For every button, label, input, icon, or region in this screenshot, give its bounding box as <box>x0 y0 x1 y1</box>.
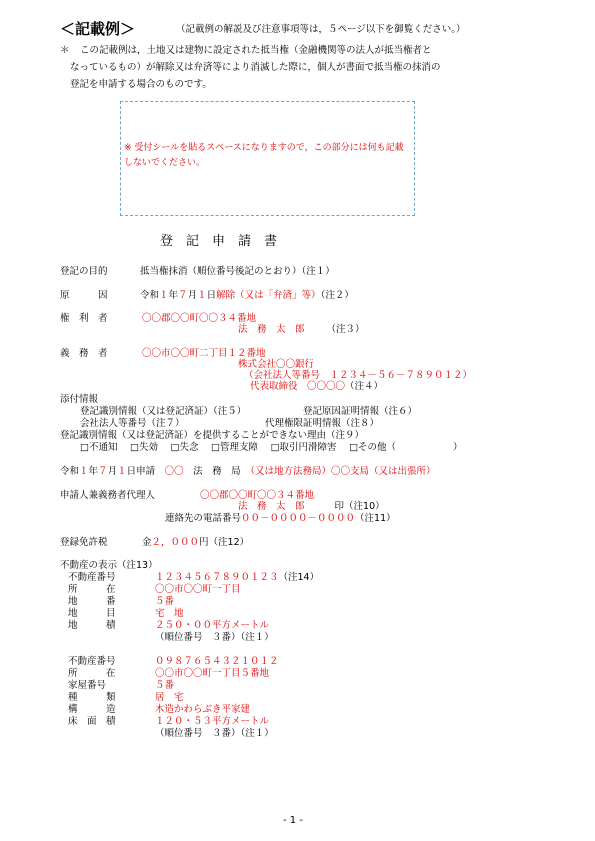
example-heading: ＜記載例＞ <box>60 20 136 38</box>
application-month: ７ <box>98 466 108 477</box>
agent-phone-line <box>165 513 396 525</box>
attachment-item-3: 会社法人等番号（注７） <box>80 418 185 429</box>
application-day: １ <box>117 466 127 477</box>
obligor-note: （注４） <box>345 381 384 392</box>
tax-value <box>142 537 249 549</box>
cause-label: 原 因 <box>60 290 108 301</box>
example-note: （記載例の解説及び注意事項等は，５ページ以下を御覧ください。） <box>176 24 466 35</box>
intro-mark: ＊ <box>60 45 70 56</box>
right-holder-note: （注３） <box>326 324 365 335</box>
cause-day-unit: 日 <box>206 290 217 301</box>
cause-day: １ <box>197 290 207 301</box>
obligor-label: 義 務 者 <box>60 348 108 359</box>
tax-note: （注12） <box>208 537 250 548</box>
right-holder-address: 〇〇郡〇〇町〇〇３４番地 <box>142 313 257 324</box>
tax-amount: ２，０００ <box>151 537 200 548</box>
purpose-label: 登記の目的 <box>60 266 108 277</box>
application-branch: 〇〇支局（又は出張所） <box>330 466 436 477</box>
intro-line-2: なっているもの）が解除又は弁済等により消滅した際に，個人が書面で抵当権の抹消の <box>70 62 441 73</box>
right-holder-label: 権 利 者 <box>60 313 108 324</box>
reason-checkboxes <box>80 442 463 454</box>
agent-note: （注10） <box>344 501 385 512</box>
building-location-label: 所 在 <box>68 668 116 679</box>
application-year: １ <box>79 466 89 477</box>
building-structure-label: 構 造 <box>68 704 116 715</box>
agent-label: 申請人兼義務者代理人 <box>60 490 156 501</box>
land-area-label: 地 積 <box>68 620 116 631</box>
agent-name-line <box>238 501 385 513</box>
agent-phone-label: 連絡先の電話番号 <box>165 513 242 524</box>
building-house: ５番 <box>155 680 175 691</box>
application-bureau-suffix: 法 務 局 <box>193 466 241 477</box>
tax-prefix: 金 <box>142 537 152 548</box>
agent-address: 〇〇郡〇〇町〇〇３４番地 <box>200 490 315 501</box>
land-number-line <box>155 572 319 584</box>
building-kind: 居 宅 <box>155 692 184 703</box>
application-bureau: 〇〇 <box>164 466 184 477</box>
cause-year-unit: 年 <box>168 290 179 301</box>
attachment-item-4: 代理権限証明情報（注８） <box>265 418 380 429</box>
agent-phone-note: （注11） <box>355 513 396 524</box>
application-bureau-alt: （又は地方法務局） <box>250 466 331 477</box>
land-category-label: 地 目 <box>68 608 116 619</box>
sticker-instruction-line-2: しないでください。 <box>124 158 206 168</box>
cause-reason: 解除（又は「弁済」等） <box>216 290 321 301</box>
purpose-value: 抵当権抹消（順位番号後記のとおり）（注１） <box>140 266 335 277</box>
land-category: 宅 地 <box>155 608 184 619</box>
obligor-company: 株式会社〇〇銀行 <box>238 359 315 370</box>
checkbox-option[interactable]: □管理支障 <box>211 442 259 453</box>
cause-month: ７ <box>178 290 188 301</box>
right-holder-name-line <box>238 324 365 336</box>
unable-reason-label: 登記識別情報（又は登記済証）を提供することができない理由（注９） <box>60 430 365 441</box>
building-kind-label: 種 類 <box>68 692 116 703</box>
obligor-corp-number: （会社法人等番号 １２３４－５６－７８９０１２） <box>244 370 473 381</box>
agent-name: 法 務 太 郎 <box>238 501 305 512</box>
building-house-label: 家屋番号 <box>68 680 107 691</box>
application-year-unit: 年 <box>88 466 99 477</box>
cause-era: 令和 <box>140 290 160 301</box>
application-line <box>60 466 435 478</box>
application-era: 令和 <box>60 466 80 477</box>
checkbox-option[interactable]: □取引円滑障害 <box>270 442 337 453</box>
building-floor-label: 床 面 積 <box>68 716 116 727</box>
application-day-unit: 日申請 <box>126 466 156 477</box>
building-number-label: 不動産番号 <box>68 656 116 667</box>
building-floor: １２０・５３平方メートル <box>155 716 270 727</box>
land-area: ２５０・００平方メートル <box>155 620 270 631</box>
intro-line-1: この記載例は，土地又は建物に設定された抵当権（金融機関等の法人が抵当権者と <box>80 45 432 56</box>
obligor-representative: 代表取締役 〇〇〇〇 <box>250 381 346 392</box>
right-holder-name: 法 務 太 郎 <box>238 324 305 335</box>
attachment-item-2: 登記原因証明情報（注６） <box>303 406 418 417</box>
building-number: ０９８７６５４３２１０１２ <box>155 656 279 667</box>
land-number: １２３４５６７８９０１２３ <box>155 572 279 583</box>
sticker-instruction <box>124 141 424 171</box>
cause-month-unit: 月 <box>187 290 198 301</box>
attachments-label: 添付情報 <box>60 394 99 405</box>
land-number-note: （注14） <box>278 572 320 583</box>
agent-seal: 印 <box>334 501 345 512</box>
document-title: 登記申請書 <box>160 234 291 249</box>
land-location-label: 所 在 <box>68 584 116 595</box>
land-number-label: 不動産番号 <box>68 572 116 583</box>
tax-unit: 円 <box>199 537 209 548</box>
application-month-unit: 月 <box>107 466 118 477</box>
agent-phone: ００－００００－００００ <box>241 513 356 524</box>
obligor-address: 〇〇市〇〇町二丁目１２番地 <box>142 348 266 359</box>
cause-year: １ <box>159 290 169 301</box>
building-rank: （順位番号 ３番）（注１） <box>155 728 274 739</box>
land-lot-label: 地 番 <box>68 596 116 607</box>
cause-note: （注２） <box>320 290 354 301</box>
checkbox-option[interactable]: □不通知 <box>80 442 118 453</box>
obligor-rep-line <box>250 381 383 393</box>
land-rank: （順位番号 ３番）（注１） <box>155 632 274 643</box>
building-location: 〇〇市〇〇町一丁目５番地 <box>155 668 270 679</box>
land-lot: ５番 <box>155 596 175 607</box>
tax-label: 登録免許税 <box>60 537 108 548</box>
attachment-item-1: 登記識別情報（又は登記済証）（注５） <box>80 406 247 417</box>
sticker-instruction-line-1: ※ 受付シールを貼るスペースになりますので，この部分には何も記載 <box>124 143 404 153</box>
cause-value <box>140 290 354 302</box>
property-label: 不動産の表示（注13） <box>60 560 158 571</box>
building-structure: 木造かわらぶき平家建 <box>155 704 251 715</box>
land-location: 〇〇市〇〇町一丁目 <box>155 584 241 595</box>
checkbox-option[interactable]: □失念 <box>170 442 199 453</box>
checkbox-option[interactable]: □その他（ ） <box>349 442 463 453</box>
checkbox-option[interactable]: □失効 <box>130 442 158 453</box>
page-number: - 1 - <box>283 815 303 826</box>
intro-line-3: 登記を申請する場合のものです。 <box>70 79 212 90</box>
